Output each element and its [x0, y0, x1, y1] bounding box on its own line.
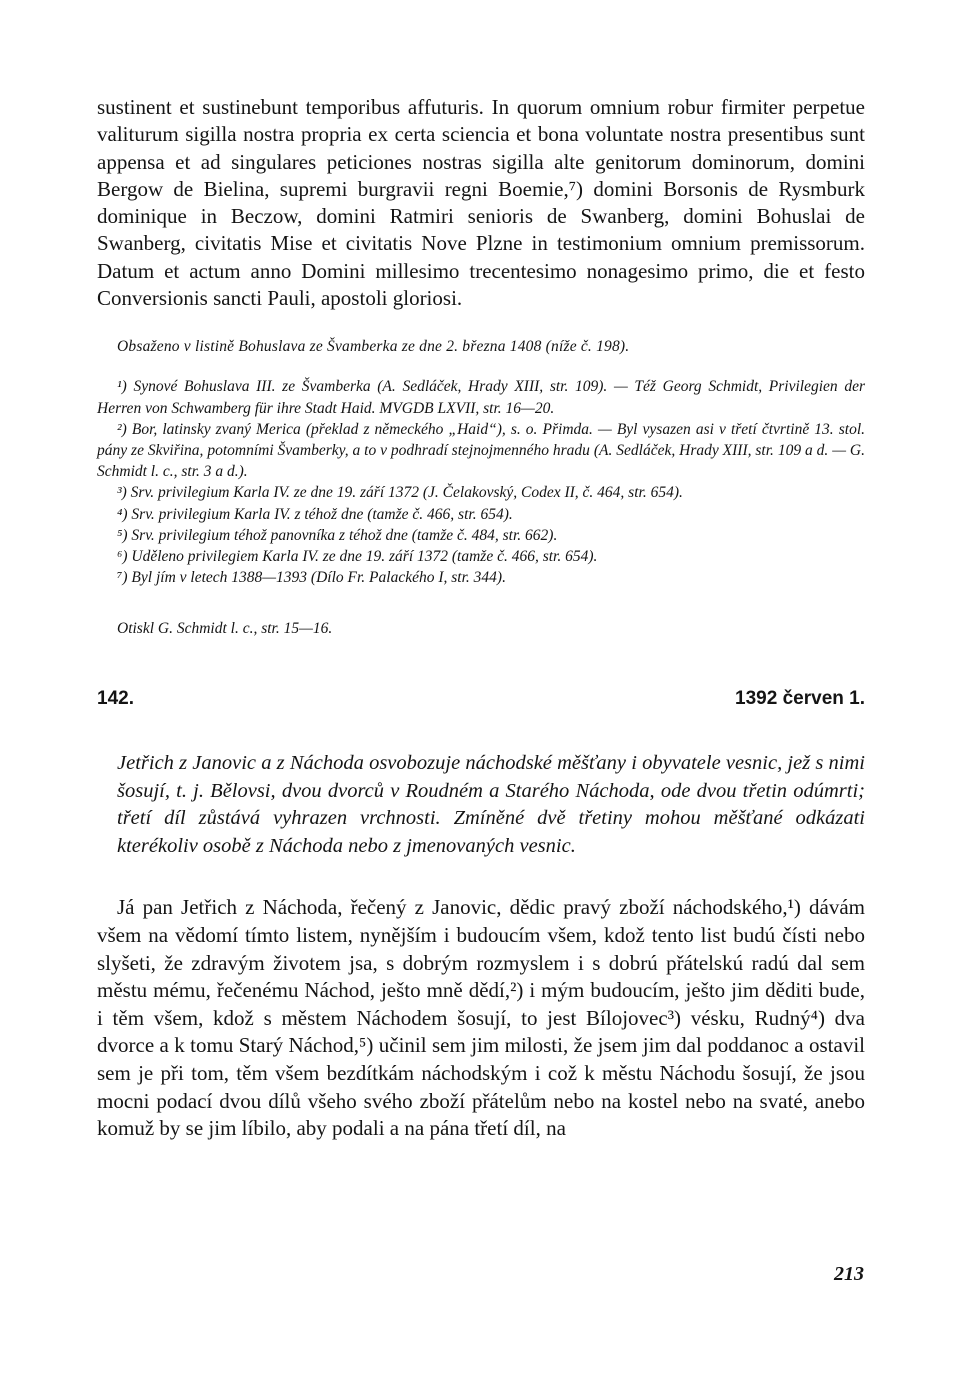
latin-paragraph: sustinent et sustinebunt temporibus affuturis. In quorum omnium robur firmiter perpetue valiturum sigilla nostra propria ex certa sciencia et bona voluntate nostra presentibus sunt appensa et ad singulares peticiones nostras sigilla alte genitorum dominorum, domini Bergow de Bielina, supremi burgravii regni Boemie,⁷) domini Borsonis de Rysmburk dominique in Beczow, domini Ratmiri senioris de Swanberg, domini Bohuslai de Swanberg, civitatis Mise et civitatis Nove Plzne in testimonium omnium premissorum. Datum et actum anno Domini millesimo trecentesimo nonagesimo primo, die et festo Conversionis sancti Pauli, apostoli gloriosi.: [97, 95, 865, 311]
footnote-7: ⁷) Byl jím v letech 1388—1393 (Dílo Fr. Palackého I, str. 344).: [117, 569, 506, 587]
footnote-6: ⁶) Uděleno privilegiem Karla IV. ze dne 19. září 1372 (tamže č. 466, str. 654).: [117, 548, 598, 565]
source-note: Obsaženo v listině Bohuslava ze Švamberka ze dne 2. března 1408 (níže č. 198).: [117, 338, 630, 356]
footnote-1: ¹) Synové Bohuslava III. ze Švamberka (A. Sedláček, Hrady XIII, str. 109). — Též Georg Schmidt, Privilegien der Herren von Schwamberg für ihre Stadt Haid. MVGDB LXVII, str. 16—20.: [97, 378, 865, 417]
document-number: 142.: [97, 688, 134, 710]
regest-summary: Jetřich z Janovic a z Náchoda osvobozuje náchodské měšťany i obyvatele vesnic, jež s nimi šosují, t. j. Bělovsi, dvou dvorců v Roudném a Starého Náchoda, ode dvou třetin odúmrti; třetí díl zůstává vyhrazen vrchnosti. Zmíněné dvě třetiny mohou měšťané odkázati kterékoliv osobě z Náchoda nebo z jmenovaných vesnic.: [117, 752, 865, 857]
czech-text: Já pan Jetřich z Náchoda, řečený z Janovic, dědic pravý zboží náchodského,¹) dávám všem na vědomí tímto listem, nynějším i budoucím všem, kdož tento list budú čísti nebo slyšeti, že zdravým životem jsa, s dobrým rozmyslem i s dobrú přátelskú radú dal sem městu mému, řečenému Náchod, ješto mně dědí,²) i mým budoucím, ješto jim děditi bude, i těm všem, kdož s městem Náchodem šosují, to jest Bílojovec³) vésku, Rudný⁴) dva dvorce a k tomu Starý Náchod,⁵) učinil sem jim milosti, že jsem jim dal poddanoc a ostavil sem je při tom, těm všem bezdítkám náchodským i což k městu Náchodu šosují, že jsou mocni podací dvou dílů všeho svého zboží přátelům nebo na kostel nebo na svaté, anebo komuž by se jim líbilo, aby podali a na pána třetí díl, na: [97, 895, 865, 1141]
footnotes: [97, 376, 865, 588]
page-number: 213: [834, 1263, 864, 1285]
footnote-5: ⁵) Srv. privilegium téhož panovníka z téhož dne (tamže č. 484, str. 662).: [117, 526, 558, 544]
document-date: 1392 červen 1.: [735, 688, 865, 710]
footnote-2: ²) Bor, latinsky zvaný Merica (překlad z německého „Haid“), s. o. Přimda. — Byl vysazen asi v třetí čtvrtině 13. stol. pány ze Skviřina, potomními Švamberky, a to v podhradí stejnojmenného hradu (A. Sedláček, Hrady XIII, str. 109 a d. — G. Schmidt l. c., str. 3 a d.).: [97, 420, 865, 481]
footnote-3: ³) Srv. privilegium Karla IV. ze dne 19. září 1372 (J. Čelakovský, Codex II, č. 464, str. 654).: [117, 484, 683, 502]
printed-edition-note: Otiskl G. Schmidt l. c., str. 15—16.: [117, 620, 333, 638]
document-header: [97, 688, 865, 710]
page-content: [97, 94, 865, 1143]
footnote-4: ⁴) Srv. privilegium Karla IV. z téhož dne (tamže č. 466, str. 654).: [117, 505, 513, 523]
latin-text-block: [97, 94, 865, 312]
